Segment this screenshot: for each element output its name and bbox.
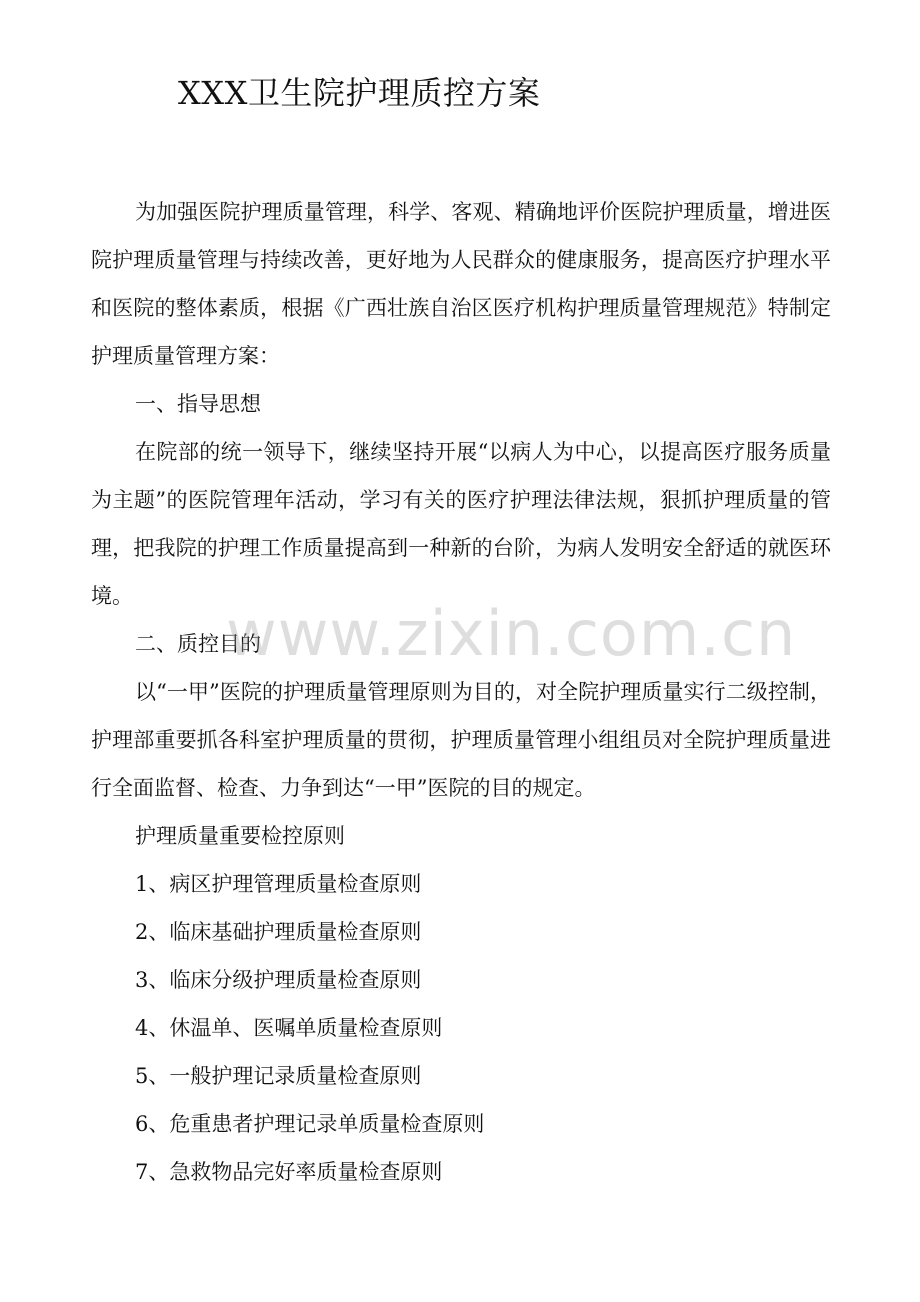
intro-paragraph: 为加强医院护理质量管理，科学、客观、精确地评价医院护理质量，增进医院护理质量管理与持续改善，更好地为人民群众的健康服务，提高医疗护理水平和医院的整体素质，根据《广西壮族自治区医疗机构护理质量管理规范》特制定护理质量管理方案： (91, 200, 831, 368)
standards-heading: 护理质量重要检控原则 (135, 824, 345, 848)
list-item: 2、临床基础护理质量检查原则 (135, 920, 422, 944)
section-heading-qc-objective: 二、质控目的 (135, 632, 261, 656)
list-item: 4、休温单、医嘱单质量检查原则 (135, 1016, 443, 1040)
list-item: 7、急救物品完好率质量检查原则 (135, 1160, 443, 1184)
document-title: XXX卫生院护理质控方案 (178, 74, 541, 112)
section-heading-guiding-ideology: 一、指导思想 (135, 392, 261, 416)
watermark: www.zixin.com.cn (226, 597, 797, 670)
list-item: 3、临床分级护理质量检查原则 (135, 968, 422, 992)
list-item: 6、危重患者护理记录单质量检查原则 (135, 1112, 485, 1136)
section-body-guiding-ideology: 在院部的统一领导下，继续坚持开展“以病人为中心，以提高医疗服务质量为主题”的医院管理年活动，学习有关的医疗护理法律法规，狠抓护理质量的管理，把我院的护理工作质量提高到一种新的台阶，为病人发明安全舒适的就医环境。 (91, 440, 831, 608)
list-item: 1、病区护理管理质量检查原则 (135, 872, 422, 896)
section-body-qc-objective: 以“一甲”医院的护理质量管理原则为目的，对全院护理质量实行二级控制，护理部重要抓各科室护理质量的贯彻，护理质量管理小组组员对全院护理质量进行全面监督、检查、力争到达“一甲”医院的目的规定。 (91, 680, 831, 800)
list-item: 5、一般护理记录质量检查原则 (135, 1064, 422, 1088)
